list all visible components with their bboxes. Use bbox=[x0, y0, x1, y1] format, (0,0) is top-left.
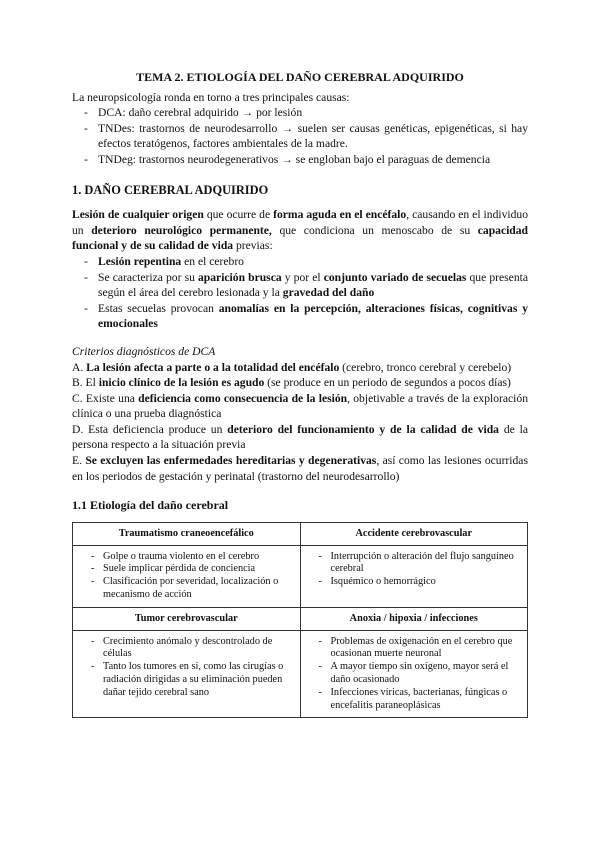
table-header-acv: Accidente cerebrovascular bbox=[300, 522, 528, 545]
table-cell-anoxia bbox=[300, 630, 528, 718]
dca-bullet-1: - Lesión repentina en el cerebro bbox=[72, 254, 528, 270]
dca-bullets bbox=[72, 254, 528, 332]
document-page bbox=[72, 70, 528, 718]
cause-item-tndeg: - TNDeg: trastornos neurodegenerativos → se engloban bajo el paraguas de demencia bbox=[72, 152, 528, 168]
table-header-anoxia: Anoxia / hipoxia / infecciones bbox=[300, 607, 528, 630]
list-item: - Problemas de oxigenación en el cerebro que ocasionan muerte neuronal bbox=[309, 636, 522, 662]
list-item: - Infecciones víricas, bacterianas, fúngicas o encefalitis paraneoplásicas bbox=[309, 687, 522, 713]
dca-bullet-3: - Estas secuelas provocan anomalías en la percepción, alteraciones físicas, cognitivas y emocionales bbox=[72, 301, 528, 332]
section1-heading: 1. DAÑO CEREBRAL ADQUIRIDO bbox=[72, 182, 269, 197]
list-item: - Suele implicar pérdida de conciencia bbox=[81, 563, 294, 576]
table-header-tce: Traumatismo craneoencefálico bbox=[73, 522, 301, 545]
dca-bullet-2: - Se caracteriza por su aparición brusca y por el conjunto variado de secuelas que presenta según el área del cerebro lesionada y la gravedad del daño bbox=[72, 270, 528, 301]
cause-item-tndes: - TNDes: trastornos de neurodesarrollo → suelen ser causas genéticas, epigenéticas, si hay efectos teratógenos, factores ambientales de la madre. bbox=[72, 121, 528, 152]
list-item: - Isquémico o hemorrágico bbox=[309, 576, 522, 589]
table-cell-tumor bbox=[73, 630, 301, 718]
table-cell-acv bbox=[300, 545, 528, 607]
list-item: - Clasificación por severidad, localización o mecanismo de acción bbox=[81, 576, 294, 602]
dca-definition: Lesión de cualquier origen que ocurre de forma aguda en el encéfalo, causando en el individuo un deterioro neurológico permanente, que condiciona un menoscabo de su capacidad funcional y de su calidad de vida previas: bbox=[72, 208, 528, 253]
criterion-d: D. Esta deficiencia produce un deterioro del funcionamiento y de la calidad de vida de la persona respecto a la situación previa bbox=[72, 422, 528, 452]
cause-item-dca: - DCA: daño cerebral adquirido → por lesión bbox=[72, 105, 528, 121]
table-cell-tce bbox=[73, 545, 301, 607]
list-item: - Interrupción o alteración del flujo sanguíneo cerebral bbox=[309, 551, 522, 577]
list-item: - Golpe o trauma violento en el cerebro bbox=[81, 551, 294, 564]
section11-heading: 1.1 Etiología del daño cerebral bbox=[72, 498, 229, 513]
list-item: - Crecimiento anómalo y descontrolado de células bbox=[81, 636, 294, 662]
table-header-tumor: Tumor cerebrovascular bbox=[73, 607, 301, 630]
criterion-e: E. Se excluyen las enfermedades hereditarias y degenerativas, así como las lesiones ocurridas en los periodos de gestación y perinatal (trastorno del neurodesarrollo) bbox=[72, 454, 528, 483]
document-title: TEMA 2. ETIOLOGÍA DEL DAÑO CEREBRAL ADQUIRIDO bbox=[136, 70, 464, 84]
criterion-c: C. Existe una deficiencia como consecuencia de la lesión, objetivable a través de la exploración clínica o una prueba diagnóstica bbox=[72, 391, 528, 421]
criteria-heading: Criterios diagnósticos de DCA bbox=[72, 344, 216, 358]
etiology-table bbox=[72, 522, 528, 719]
list-item: - A mayor tiempo sin oxígeno, mayor será el daño ocasionado bbox=[309, 661, 522, 687]
causes-list bbox=[72, 105, 528, 167]
criterion-b: B. El inicio clínico de la lesión es agudo (se produce en un periodo de segundos a pocos días) bbox=[72, 376, 511, 390]
list-item: - Tanto los tumores en sí, como las cirugías o radiación dirigidas a su eliminación pueden dañar tejido cerebral sano bbox=[81, 661, 294, 699]
intro-text: La neuropsicología ronda en torno a tres principales causas: bbox=[72, 90, 350, 104]
criterion-a: A. La lesión afecta a parte o a la totalidad del encéfalo (cerebro, tronco cerebral y cerebelo) bbox=[72, 360, 512, 374]
